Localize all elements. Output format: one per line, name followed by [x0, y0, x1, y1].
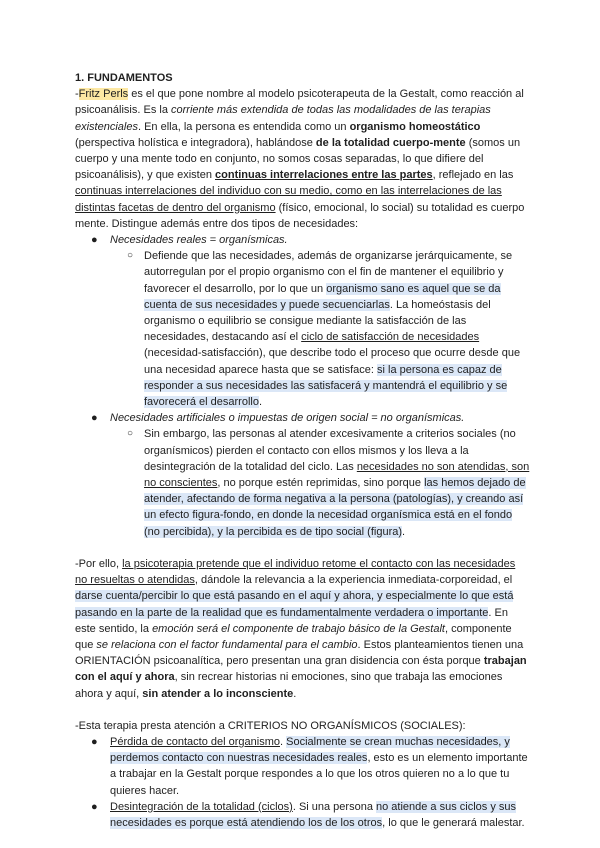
text-run: , no porque estén reprimidas, sino porque — [217, 477, 425, 490]
text-run: es el que pone nombre al modelo psicoterapeuta de la Gestalt, como reacción al psicoanálisis. Es la — [75, 88, 524, 117]
text-run: (necesidad-satisfacción), que describe todo el proceso que ocurre desde que una necesidad aparece hasta que se satisface: — [144, 347, 521, 376]
text-run: (somos un cuerpo y una mente todo en conjunto, no somos cosas separadas, lo que difiere del psicoanálisis), y que existen — [75, 136, 521, 182]
sub-bullet-icon: ○ — [127, 428, 134, 440]
underline-run: ciclo de satisfacción de necesidades — [301, 331, 480, 344]
paragraph-intro — [75, 86, 530, 232]
text-run: . — [280, 735, 287, 748]
bullet-icon: ● — [91, 735, 98, 748]
text-run: , dándole la relevancia a la experiencia inmediata-corporeidad, el — [194, 574, 513, 587]
bullet-icon: ● — [91, 800, 98, 813]
bullet-icon: ● — [91, 234, 98, 247]
spacer — [75, 540, 530, 556]
bullet-item — [75, 734, 530, 799]
sub-bullet-icon: ○ — [127, 250, 134, 262]
italic-run: se relaciona con el factor fundamental para el cambio — [96, 638, 358, 651]
underline-run: Pérdida de contacto del organismo — [110, 735, 280, 748]
text-run: , lo que le generará malestar. — [382, 816, 525, 829]
highlight-run: darse cuenta/percibir lo que está pasando en el aquí y ahora, y especialmente lo que está pasando en la parte de la realidad que es fundamentalmente verdadera o importante — [75, 590, 514, 619]
text-run: , sin recrear historias ni emociones, sino que trabaja las emociones ahora y aquí, — [75, 671, 503, 700]
underline-run: Desintegración de la totalidad (ciclos) — [110, 800, 293, 813]
text-run: . — [258, 396, 263, 409]
sub-bullet-item — [75, 426, 530, 539]
text-run: -Por ello, — [75, 557, 123, 570]
bullet-item — [75, 799, 530, 831]
text-run: - — [75, 88, 79, 101]
text-run: . En ella, la persona es entendida como un — [137, 120, 350, 133]
bold-run: trabajan con el aquí y ahora — [75, 655, 527, 684]
highlight-name: Fritz Perls — [78, 88, 129, 101]
italic-run: emoción será el componente de trabajo básico de la Gestalt — [152, 622, 445, 635]
text-run: . — [293, 687, 297, 700]
text-run: , esto es un elemento importante a trabajar en la Gestalt porque respondes a lo que los otros quieren no a lo que tu quieres hacer. — [110, 752, 528, 797]
underline-run: continuas interrelaciones del individuo con su medio, como en las interrelaciones de las distintas facetas de dentro del organismo — [75, 185, 502, 214]
paragraph-therapy — [75, 556, 530, 702]
highlight-run: si la persona es capaz de responder a sus necesidades las satisfacerá y mantendrá el equilibrio y se favorecerá el desarrollo — [144, 363, 508, 409]
section-heading: 1. FUNDAMENTOS — [75, 72, 173, 84]
bold-underline-run: continuas interrelaciones entre las partes — [215, 169, 433, 182]
text-run: Defiende que las necesidades, además de organizarse jerárquicamente, se autorregulan por el propio organismo con el fin de mantener el equilibrio y favorecer el desarrollo, por lo que un — [144, 250, 513, 295]
bold-run: sin atender a lo inconsciente — [142, 687, 294, 700]
bullet-label: Necesidades reales = organísmicas. — [110, 234, 288, 247]
highlight-run: las hemos dejado de atender, afectando de forma negativa a la persona (patologías), y creando así un efecto figura-fondo, en donde la necesidad organísmica está en el fondo (no percibida), y la percibida es de tipo social (figura) — [144, 477, 526, 538]
bullet-label: Necesidades artificiales o impuestas de origen social = no organísmicas. — [110, 412, 465, 425]
bullet-icon: ● — [91, 412, 98, 425]
document-body — [75, 70, 530, 831]
highlight-run: Socialmente se crean muchas necesidades, y perdemos contacto con nuestras necesidades reales — [110, 735, 510, 765]
bullet-item — [75, 410, 530, 426]
paragraph-criteria: -Esta terapia presta atención a CRITERIOS NO ORGANÍSMICOS (SOCIALES): — [75, 719, 466, 732]
text-run: . La homeóstasis del organismo o equilibrio se consigue mediante la satisfacción de las necesidades, destacando así el — [144, 298, 491, 344]
sub-bullet-item — [75, 248, 530, 410]
text-run: , reflejado en las — [432, 169, 514, 182]
text-run: (perspectiva holística e integradora), hablándose — [75, 136, 316, 149]
bold-run: de la totalidad cuerpo-mente — [315, 136, 466, 149]
bullet-item — [75, 232, 530, 248]
bold-run: organismo homeostático — [349, 120, 481, 133]
highlight-run: organismo sano es aquel que se da cuenta de sus necesidades y puede secuenciarlas — [144, 282, 501, 311]
text-run: . Estos planteamientos tienen una ORIENTACIÓN psicoanalítica, pero presentan una gran disidencia con ésta porque — [75, 638, 524, 668]
text-run: . Si una persona — [292, 800, 376, 813]
highlight-run: no atiende a sus ciclos y sus necesidades es porque está atendiendo los de los otros — [110, 800, 517, 829]
text-run: . — [402, 525, 406, 538]
text-run: Sin embargo, las personas al atender excesivamente a criterios sociales (no organísmicos) pierden el contacto con ellos mismos y los lleva a la desintegración de la totalidad del ciclo. Las — [144, 428, 516, 473]
text-run: (físico, emocional, lo social) su totalidad es cuerpo mente. Distingue además entre dos tipos de necesidades: — [75, 201, 525, 230]
text-run: , componente que — [75, 622, 512, 651]
underline-run: necesidades no son atendidas, son no conscientes — [144, 460, 530, 490]
spacer — [75, 702, 530, 718]
italic-run: corriente más extendida de todas las modalidades de las terapias existenciales — [75, 104, 491, 133]
underline-run: la psicoterapia pretende que el individuo retome el contacto con las necesidades no resueltas o atendidas — [75, 557, 516, 587]
text-run: . En este sentido, la — [75, 606, 508, 635]
